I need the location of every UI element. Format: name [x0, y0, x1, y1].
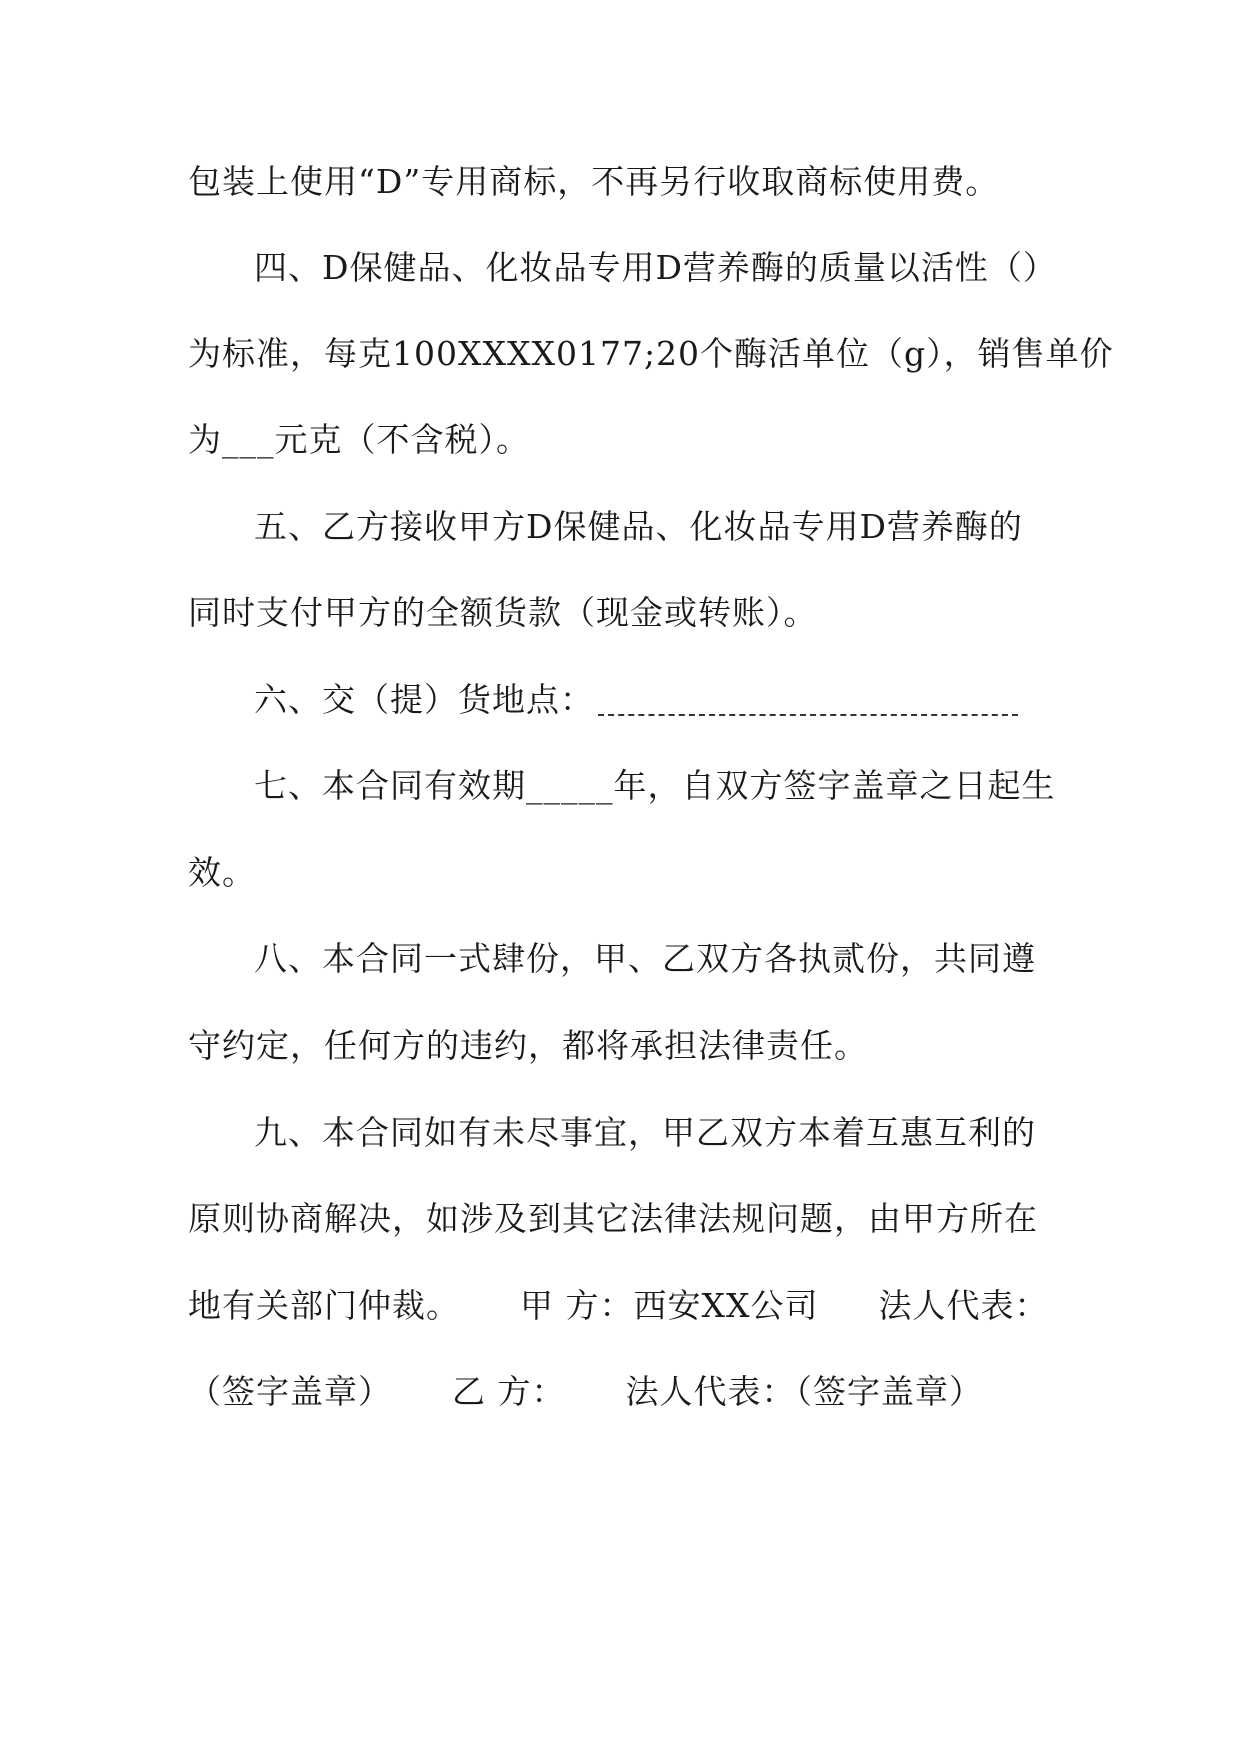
signature-row-2	[188, 1368, 1068, 1416]
clause-8-line-2: 守约定，任何方的违约，都将承担法律责任。	[188, 1026, 868, 1065]
party-a-legal-rep: 法人代表：	[878, 1286, 1049, 1325]
clause-5-line-1: 五、乙方接收甲方D保健品、化妆品专用D营养酶的	[254, 507, 1023, 546]
clause-7-line-2: 效。	[188, 853, 256, 892]
party-a: 甲 方：西安XX公司	[520, 1286, 819, 1325]
delivery-location-blank	[598, 688, 1018, 716]
clause-8-line-1: 八、本合同一式肆份，甲、乙双方各执贰份，共同遵	[254, 939, 1036, 978]
clause-9-line-3: 地有关部门仲裁。	[188, 1286, 460, 1325]
text-line: 包装上使用“D”专用商标，不再另行收取商标使用费。	[188, 162, 1000, 201]
clause-4-line-3: 为___元克（不含税）。	[188, 420, 530, 459]
signature-row-1	[188, 1282, 1068, 1330]
clause-6-label: 六、交（提）货地点：	[254, 680, 594, 719]
clause-4-line-2: 为标准，每克100XXXX0177;20个酶活单位（g），销售单价	[188, 334, 1114, 373]
clause-4-line-1: 四、D保健品、化妆品专用D营养酶的质量以活性（）	[254, 248, 1057, 287]
clause-6-line	[254, 676, 1134, 724]
party-a-sign-seal: （签字盖章）	[188, 1372, 392, 1411]
clause-9-line-1: 九、本合同如有未尽事宜，甲乙双方本着互惠互利的	[254, 1113, 1036, 1152]
party-b: 乙 方：	[452, 1372, 566, 1411]
clause-9-line-2: 原则协商解决，如涉及到其它法律法规问题，由甲方所在	[188, 1199, 1038, 1238]
clause-5-line-2: 同时支付甲方的全额货款（现金或转账）。	[188, 593, 818, 632]
party-b-legal-rep: 法人代表：（签字盖章）	[625, 1372, 983, 1411]
clause-7-line-1: 七、本合同有效期_____年，自双方签字盖章之日起生	[254, 766, 1056, 805]
